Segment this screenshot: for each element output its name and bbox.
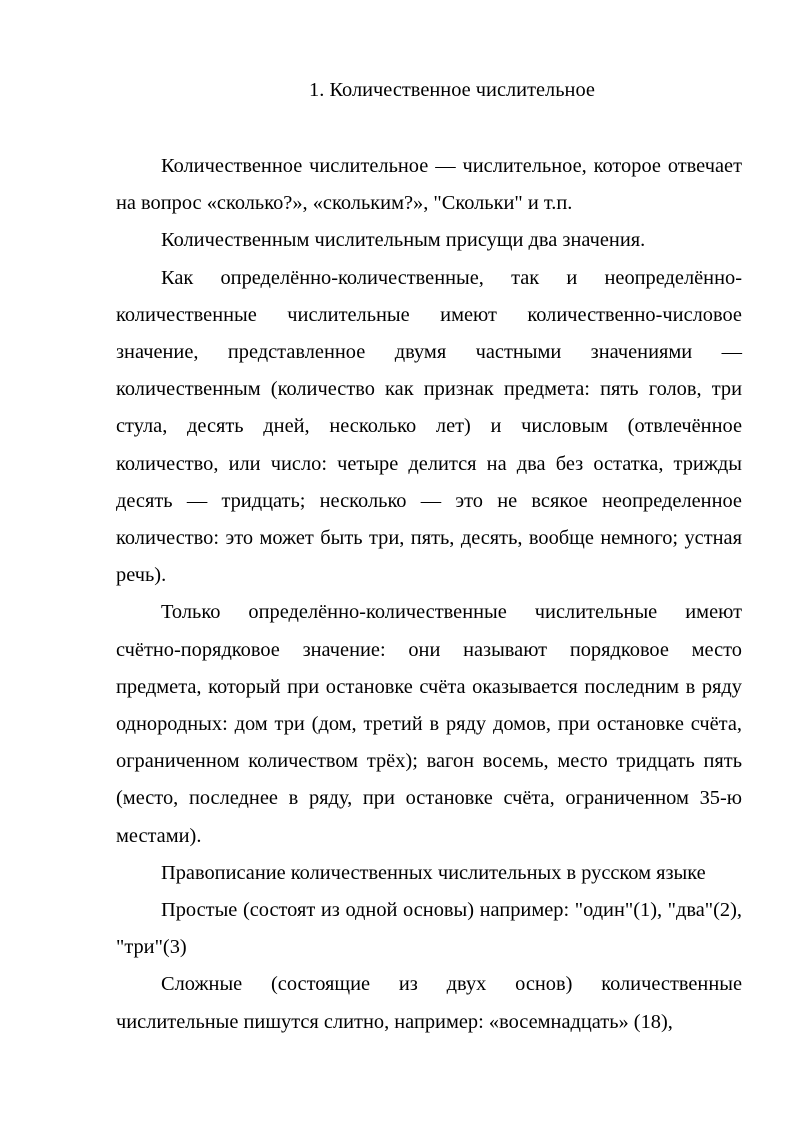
paragraph-compound-numerals: Сложные (состоящие из двух основ) количественные числительные пишутся слитно, например: «восемнадцать» (18), [116, 973, 742, 1033]
paragraph-definition: Количественное числительное — числительное, которое отвечает на вопрос «сколько?», «скольким?», "Скольки" и т.п. [116, 155, 742, 215]
document-body [116, 148, 742, 1041]
section-title: 1. Количественное числительное [309, 79, 595, 101]
paragraph-simple-numerals: Простые (состоят из одной основы) например: "один"(1), "два"(2), "три"(3) [116, 899, 742, 959]
paragraph-quantitative-numeric: Как определённо-количественные, так и неопределённо-количественные числительные имеют количественно-числовое значение, представленное двумя частными значениями — количественным (количество как признак предмета: пять голов, три стула, десять дней, несколько лет) и числовым (отвлечённое количество, или число: четыре делится на два без остатка, трижды десять — тридцать; несколько — это не всякое неопределенное количество: это может быть три, пять, десять, вообще немного; устная речь). [116, 266, 742, 587]
paragraph-spelling-heading: Правописание количественных числительных в русском языке [161, 861, 706, 884]
paragraph-two-meanings: Количественным числительным присущи два значения. [161, 229, 646, 252]
paragraph-ordinal-counting: Только определённо-количественные числительные имеют счётно-порядковое значение: они называют порядковое место предмета, который при остановке счёта оказывается последним в ряду однородных: дом три (дом, третий в ряду домов, при остановке счёта, ограниченном количеством трёх); вагон восемь, место тридцать пять (место, последнее в ряду, при остановке счёта, ограниченном 35-ю местами). [116, 601, 742, 847]
